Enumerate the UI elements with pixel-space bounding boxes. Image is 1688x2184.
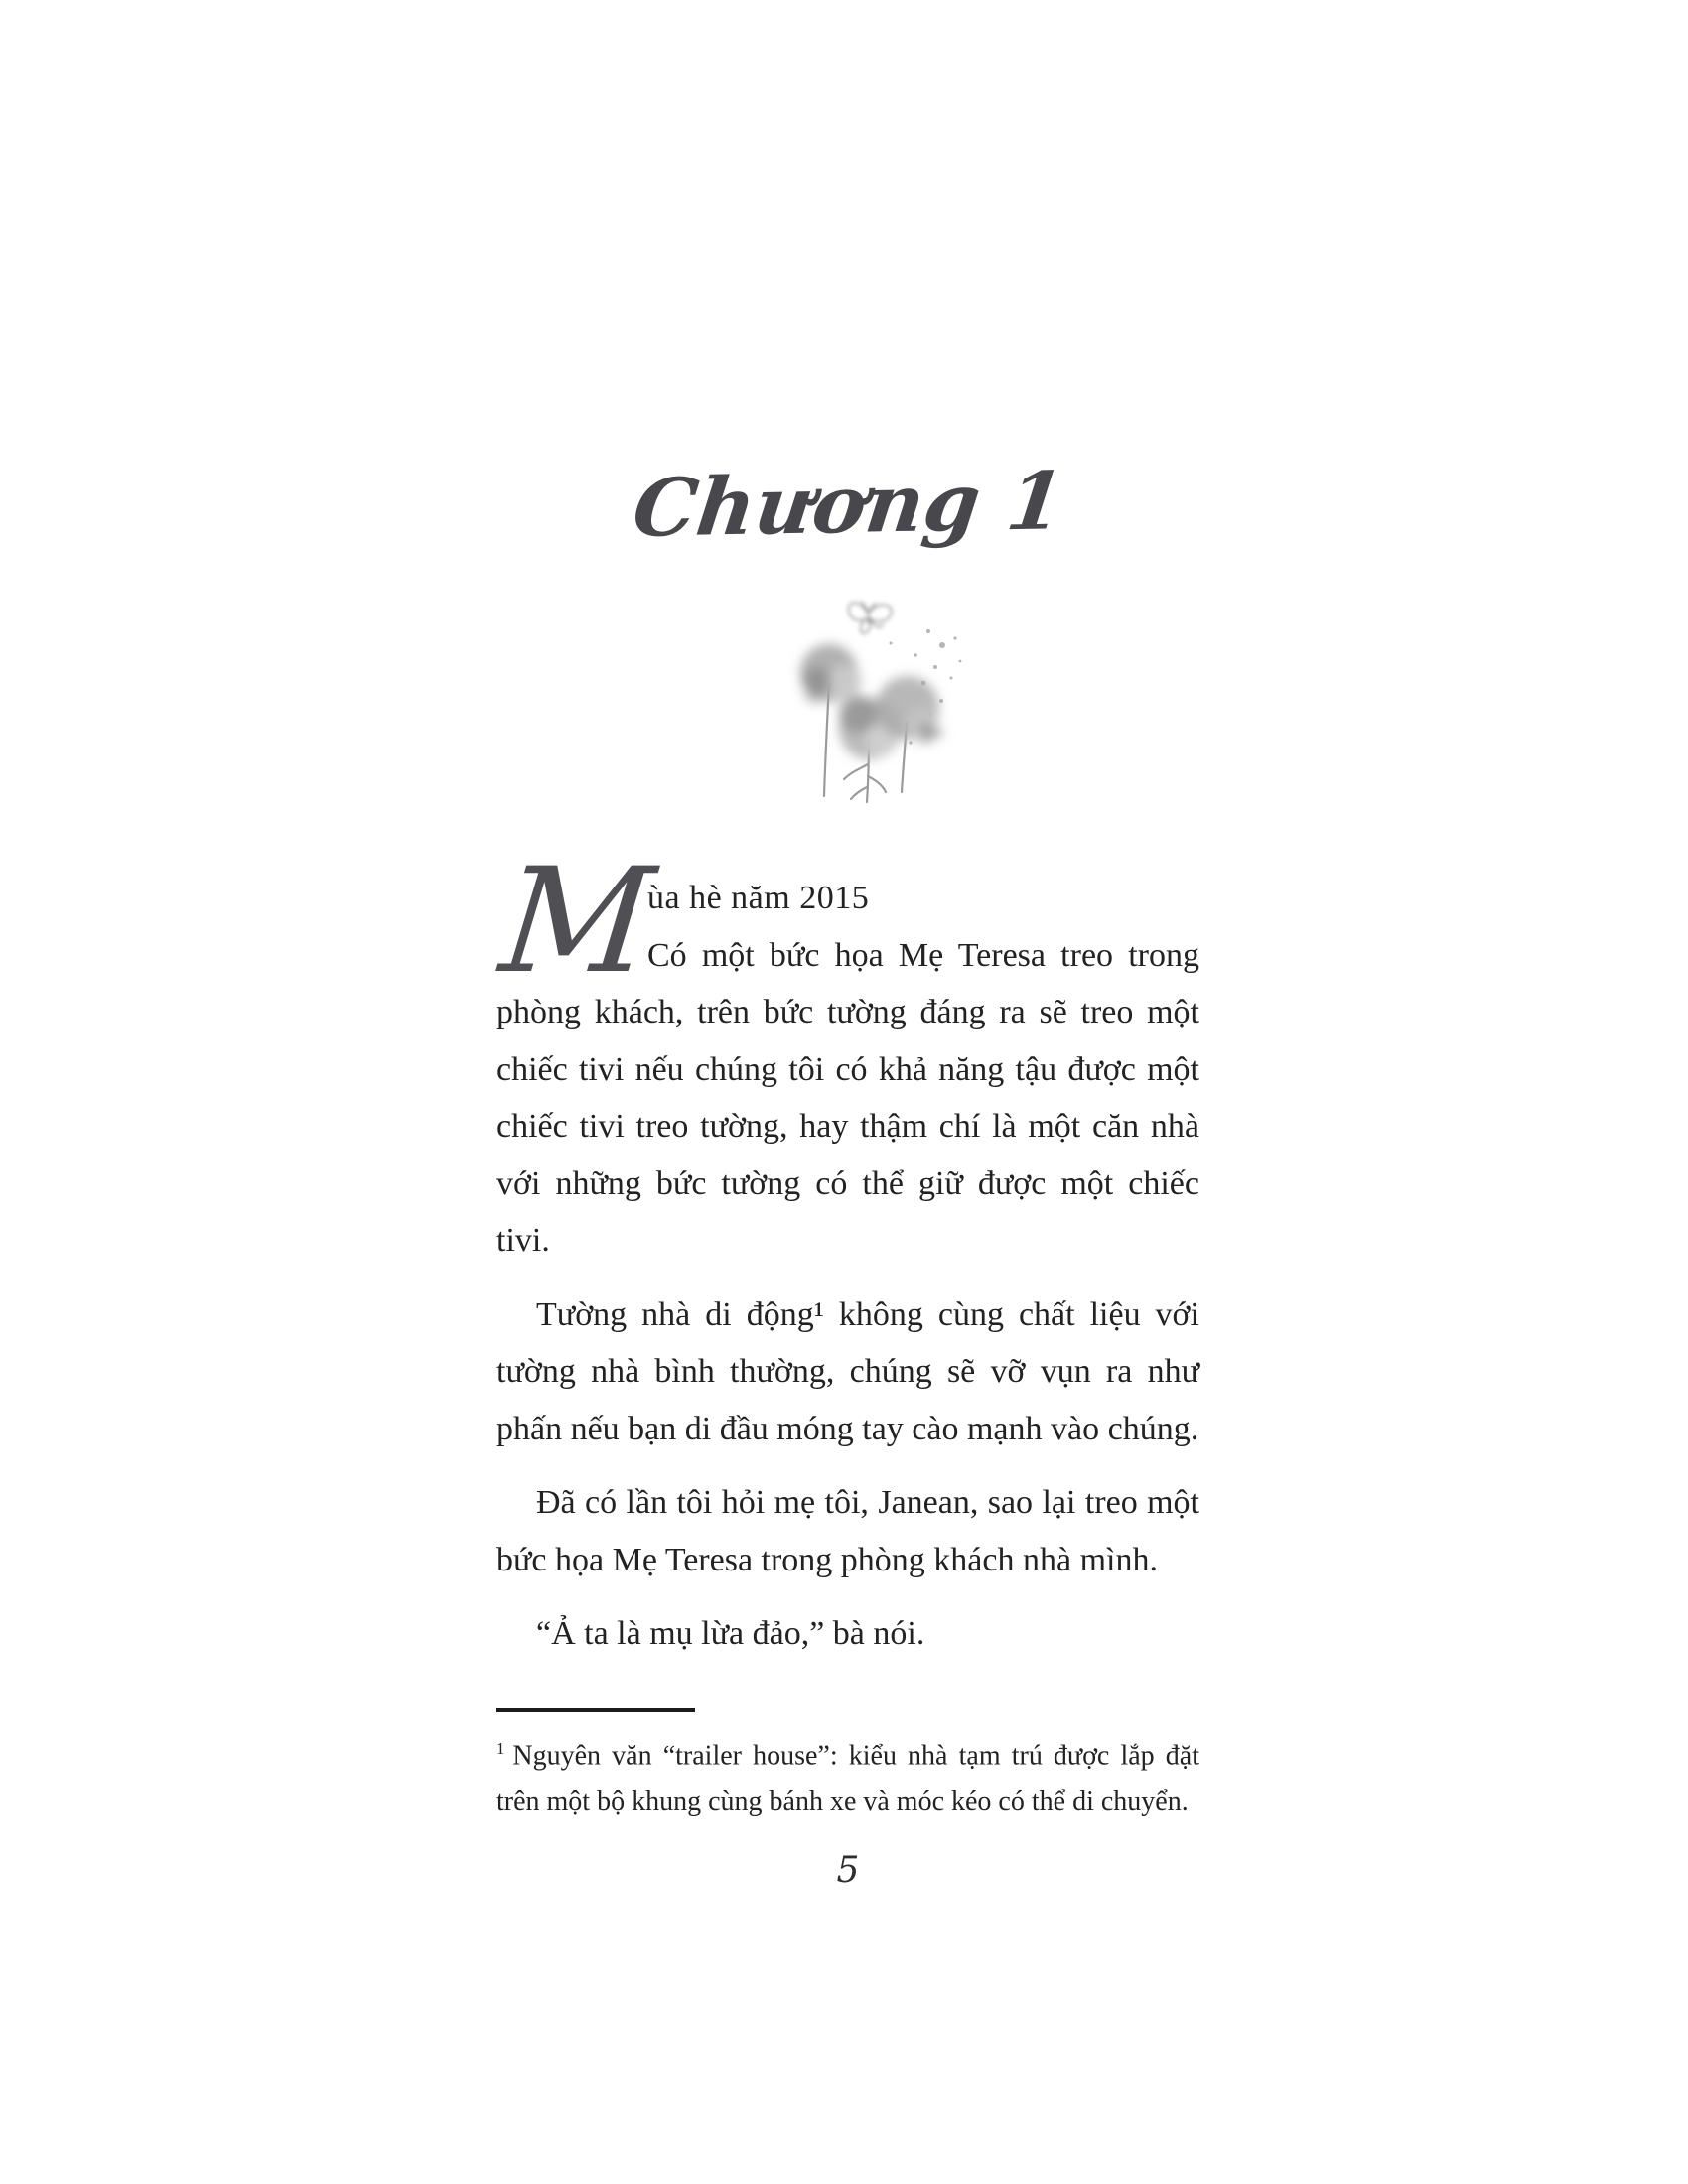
chapter-title-text: Chương 1 [628,454,1068,555]
footnote [496,1726,1199,1825]
body-text [493,837,1199,1663]
content-column [493,0,1199,1891]
page-number: 5 [836,1849,860,1891]
flower-heads [800,644,946,759]
paragraph [496,1287,1199,1458]
footnote-divider [496,1708,695,1712]
paragraph-text: Có một bức họa Mẹ Teresa treo trong phòng khách, trên bức tường đáng ra sẽ treo một chiếc tivi nếu chúng tôi có khả năng tậu được một chiếc tivi treo tường, hay thậm chí là một căn nhà với những bức tường có thể giữ được một chiếc tivi. [496,936,1199,1259]
paragraph [496,1474,1199,1588]
butterfly-icon [845,599,893,638]
footnote-text: Nguyên văn “trailer house”: kiểu nhà tạm trú được lắp đặt trên một bộ khung cùng bánh xe và móc kéo có thể di chuyển. [496,1739,1199,1817]
illustration-wrap [496,584,1199,804]
opening-line: ùa hè năm 2015 [647,880,870,916]
flower-illustration [772,584,1000,804]
paragraph-text: Tường nhà di động¹ không cùng chất liệu với tường nhà bình thường, chúng sẽ vỡ vụn ra như phấn nếu bạn di đầu móng tay cào mạnh vào chúng. [496,1296,1199,1447]
paragraph [496,1605,1199,1663]
drop-cap: M [493,837,661,1006]
chapter-title [496,0,1199,555]
footnote-marker: 1 [496,1738,505,1758]
paragraph-text: Đã có lần tôi hỏi mẹ tôi, Janean, sao lại treo một bức họa Mẹ Teresa trong phòng khách nhà mình. [496,1484,1199,1578]
paragraph-text: “Ả ta là mụ lừa đảo,” bà nói. [536,1615,925,1652]
paragraph-opening [493,837,1199,1270]
